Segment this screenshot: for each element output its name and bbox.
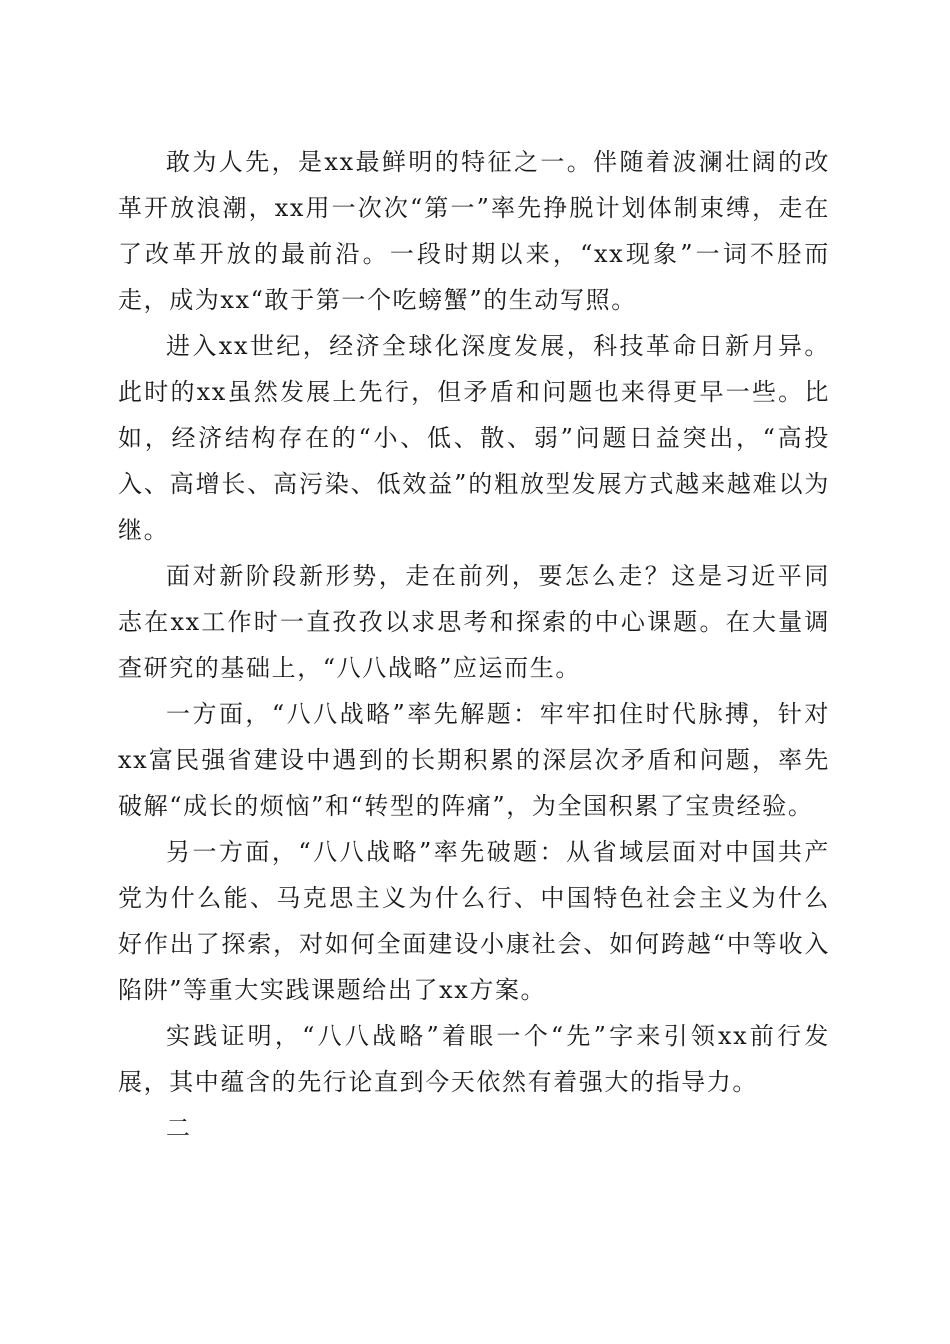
paragraph-1: 敢为人先，是xx最鲜明的特征之一。伴随着波澜壮阔的改革开放浪潮，xx用一次次“第一”率先挣脱计划体制束缚，走在了改革开放的最前沿。一段时期以来，“xx现象”一词不胫而走，成为xx“敢于第一个吃螃蟹”的生动写照。 [118,148,830,314]
paragraph-2: 进入xx世纪，经济全球化深度发展，科技革命日新月异。此时的xx虽然发展上先行，但矛盾和问题也来得更早一些。比如，经济结构存在的“小、低、散、弱”问题日益突出，“高投入、高增长、高污染、低效益”的粗放型发展方式越来越难以为继。 [118,332,830,544]
document-body [118,139,830,1151]
paragraph-4: 一方面，“八八战略”率先解题：牢牢扣住时代脉搏，针对xx富民强省建设中遇到的长期积累的深层次矛盾和问题，率先破解“成长的烦恼”和“转型的阵痛”，为全国积累了宝贵经验。 [118,700,830,820]
section-number: 二 [166,1114,192,1142]
paragraph-6: 实践证明，“八八战略”着眼一个“先”字来引领xx前行发展，其中蕴含的先行论直到今天依然有着强大的指导力。 [118,1022,830,1096]
paragraph-3: 面对新阶段新形势，走在前列，要怎么走？这是习近平同志在xx工作时一直孜孜以求思考和探索的中心课题。在大量调查研究的基础上，“八八战略”应运而生。 [118,562,830,682]
paragraph-5: 另一方面，“八八战略”率先破题：从省域层面对中国共产党为什么能、马克思主义为什么行、中国特色社会主义为什么好作出了探索，对如何全面建设小康社会、如何跨越“中等收入陷阱”等重大实践课题给出了xx方案。 [118,838,830,1004]
